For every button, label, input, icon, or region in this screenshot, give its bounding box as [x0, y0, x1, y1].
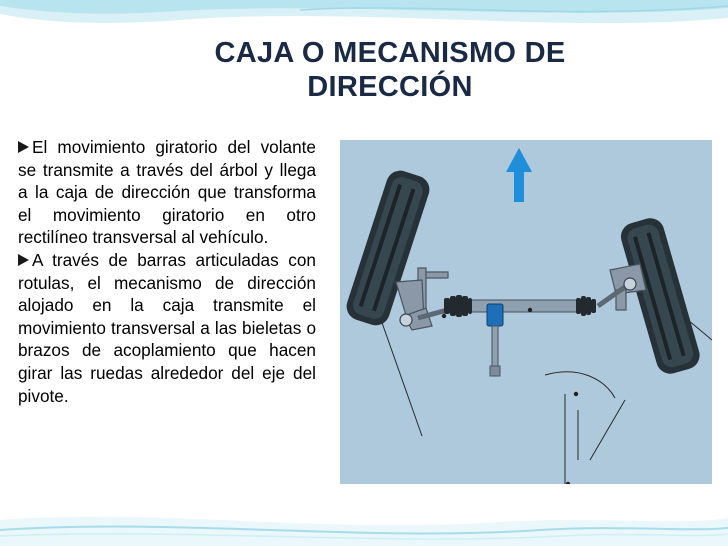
bullet-paragraph-2 [18, 249, 316, 407]
bullet-text-2: A través de barras articuladas con rotulas, el mecanismo de dirección alojado en la caja transmite el movimiento transversal a las bieletas o brazos de acoplamiento que hacen girar las ruedas alrededor del eje del pivote. [18, 249, 316, 406]
bullet-arrow-icon [18, 141, 29, 153]
bullet-arrow-icon [18, 254, 29, 266]
title-line-2: DIRECCIÓN [307, 71, 473, 103]
right-boot [576, 296, 596, 316]
bullet-paragraph-1 [18, 136, 316, 249]
title-line-1: CAJA O MECANISMO DE [214, 37, 566, 69]
bullet-text-1: El movimiento giratorio del volante se transmite a través del árbol y llega a la caja de dirección que transforma el movimiento giratorio en otro rectilíneo transversal al vehículo. [18, 137, 316, 248]
bottom-wave-decoration [0, 500, 728, 546]
left-boot [444, 295, 472, 317]
body-text [18, 136, 316, 407]
slide-title [130, 36, 650, 104]
steering-diagram [340, 140, 712, 486]
